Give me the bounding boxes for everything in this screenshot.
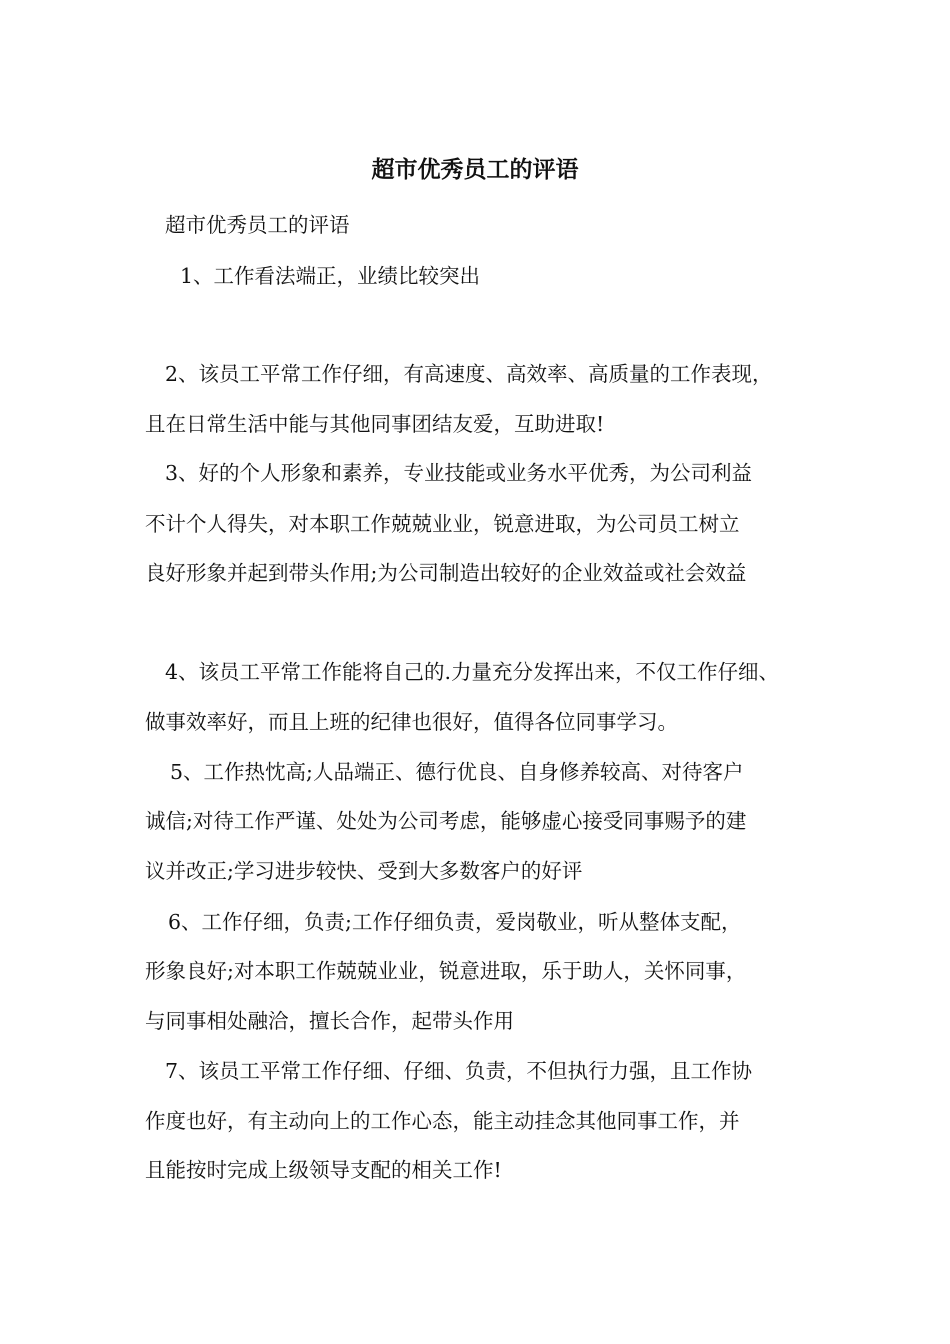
- paragraph-line: 1、工作看法端正，业绩比较突出: [180, 264, 481, 288]
- paragraph-line: 不计个人得失，对本职工作兢兢业业，锐意进取，为公司员工树立: [145, 512, 740, 536]
- paragraph-line: 做事效率好，而且上班的纪律也很好，值得各位同事学习。: [145, 710, 678, 734]
- paragraph-line: 良好形象并起到带头作用;为公司制造出较好的企业效益或社会效益: [145, 561, 747, 585]
- paragraph-line: 且在日常生活中能与其他同事团结友爱，互助进取!: [145, 412, 605, 436]
- paragraph-line: 4、该员工平常工作能将自己的.力量充分发挥出来，不仅工作仔细、: [165, 660, 780, 684]
- paragraph-line: 形象良好;对本职工作兢兢业业，锐意进取，乐于助人，关怀同事，: [145, 959, 747, 983]
- document-subtitle: 超市优秀员工的评语: [165, 213, 350, 237]
- paragraph-line: 5、工作热忱高;人品端正、德行优良、自身修养较高、对待客户: [170, 760, 744, 784]
- paragraph-line: 作度也好，有主动向上的工作心态，能主动挂念其他同事工作，并: [145, 1109, 740, 1133]
- paragraph-line: 诚信;对待工作严谨、处处为公司考虑，能够虚心接受同事赐予的建: [145, 809, 747, 833]
- document-title: 超市优秀员工的评语: [371, 156, 579, 183]
- paragraph-line: 议并改正;学习进步较快、受到大多数客户的好评: [145, 859, 583, 883]
- paragraph-line: 且能按时完成上级领导支配的相关工作!: [145, 1158, 502, 1182]
- paragraph-line: 6、工作仔细，负责;工作仔细负责，爱岗敬业，听从整体支配，: [168, 910, 742, 934]
- paragraph-line: 与同事相处融洽，擅长合作，起带头作用: [145, 1009, 514, 1033]
- paragraph-line: 7、该员工平常工作仔细、仔细、负责，不但执行力强，且工作协: [165, 1059, 753, 1083]
- paragraph-line: 2、该员工平常工作仔细，有高速度、高效率、高质量的工作表现，: [165, 362, 773, 386]
- paragraph-line: 3、好的个人形象和素养，专业技能或业务水平优秀，为公司利益: [165, 461, 753, 485]
